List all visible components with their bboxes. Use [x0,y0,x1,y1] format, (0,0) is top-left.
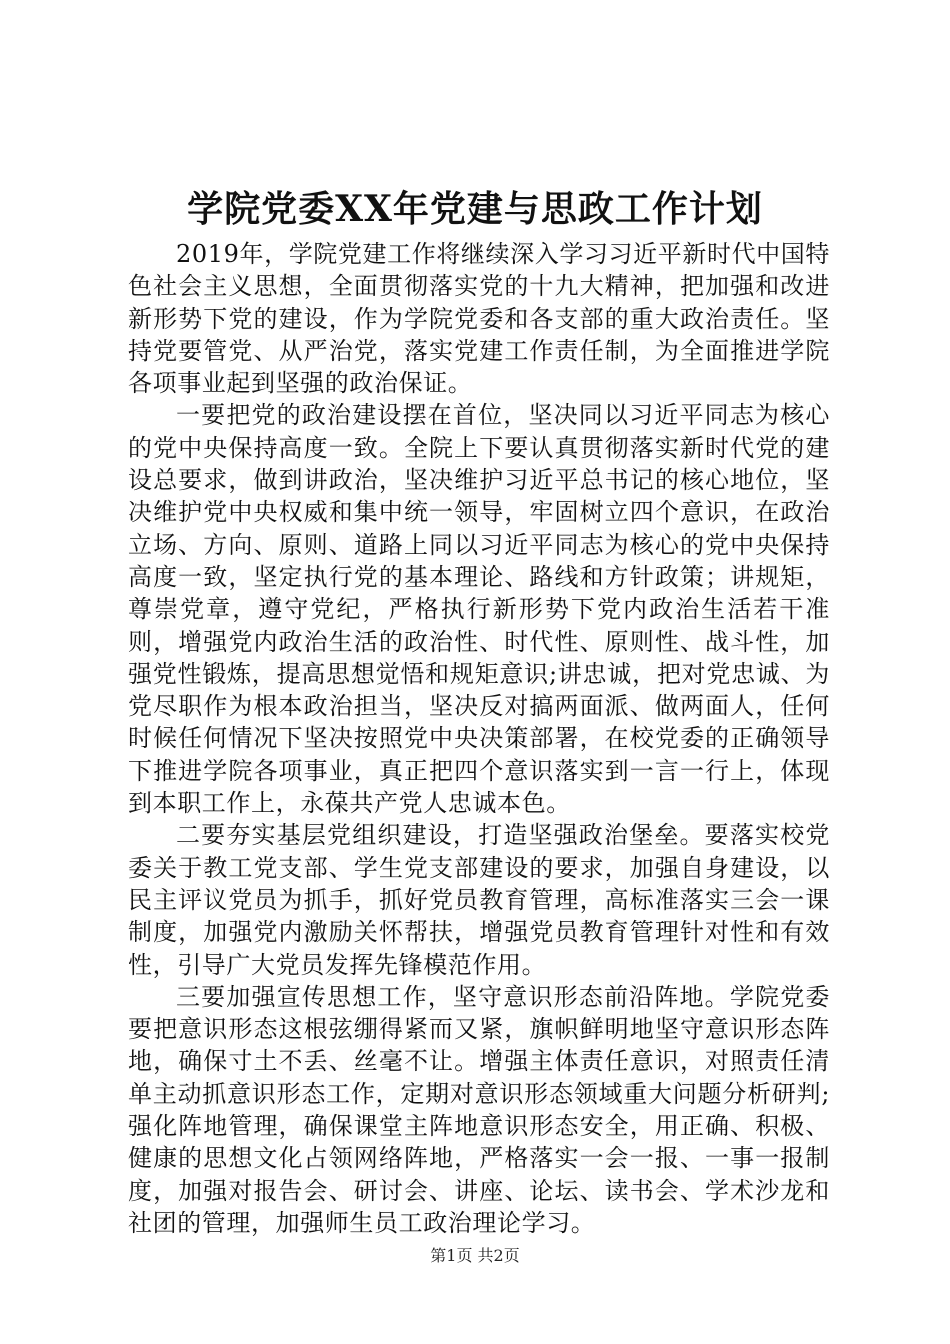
paragraph-intro: 2019年，学院党建工作将继续深入学习习近平新时代中国特色社会主义思想，全面贯彻落实党的十九大精神，把加强和改进新形势下党的建设，作为学院党委和各支部的重大政治责任。坚持党要管党、从严治党，落实党建工作责任制，为全面推进学院各项事业起到坚强的政治保证。 [128,240,830,398]
paragraph-political-building: 一要把党的政治建设摆在首位，坚决同以习近平同志为核心的党中央保持高度一致。全院上下要认真贯彻落实新时代党的建设总要求，做到讲政治，坚决维护习近平总书记的核心地位，坚决维护党中央权威和集中统一领导，牢固树立四个意识，在政治立场、方向、原则、道路上同以习近平同志为核心的党中央保持高度一致，坚定执行党的基本理论、路线和方针政策；讲规矩，尊崇党章，遵守党纪，严格执行新形势下党内政治生活若干准则，增强党内政治生活的政治性、时代性、原则性、战斗性，加强党性锻炼，提高思想觉悟和规矩意识;讲忠诚，把对党忠诚、为党尽职作为根本政治担当，坚决反对搞两面派、做两面人，任何时候任何情况下坚决按照党中央决策部署，在校党委的正确领导下推进学院各项事业，真正把四个意识落实到一言一行上，体现到本职工作上，永葆共产党人忠诚本色。 [128,401,830,818]
paragraph-grassroots-organization: 二要夯实基层党组织建设，打造坚强政治堡垒。要落实校党委关于教工党支部、学生党支部建设的要求，加强自身建设，以民主评议党员为抓手，抓好党员教育管理，高标准落实三会一课制度，加强党内激励关怀帮扶，增强党员教育管理针对性和有效性，引导广大党员发挥先锋模范作用。 [128,821,830,979]
paragraph-ideological-work: 三要加强宣传思想工作，坚守意识形态前沿阵地。学院党委要把意识形态这根弦绷得紧而又紧，旗帜鲜明地坚守意识形态阵地，确保寸土不丢、丝毫不让。增强主体责任意识，对照责任清单主动抓意识形态工作，定期对意识形态领域重大问题分析研判;强化阵地管理，确保课堂主阵地意识形态安全，用正确、积极、健康的思想文化占领网络阵地，严格落实一会一报、一事一报制度，加强对报告会、研讨会、讲座、论坛、读书会、学术沙龙和社团的管理，加强师生员工政治理论学习。 [128,982,830,1237]
document-title: 学院党委XX年党建与思政工作计划 [187,188,763,230]
document-body [128,238,830,1239]
page-number-footer: 第1页 共2页 [430,1246,520,1265]
